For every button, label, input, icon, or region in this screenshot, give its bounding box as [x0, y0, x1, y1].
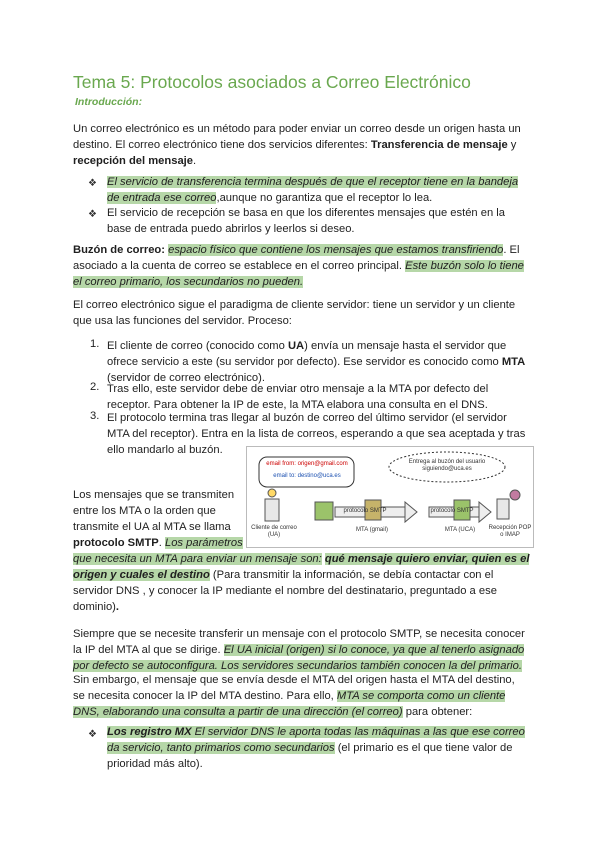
step-number: 2.: [90, 381, 100, 393]
buzon-highlight-2: Este buzón solo lo tiene el correo primario, los secundarios no pueden.: [73, 260, 524, 288]
dest-text: Sin embargo, el mensaje que se envía desde el MTA del origen hasta el MTA del destino, se necesita conocer la IP del MTA destino. Para ello,: [73, 674, 515, 702]
step-bold-ua: UA: [287, 340, 305, 352]
step-text: El protocolo termina tras llegar al buzón de correo del último servidor (el servidor MTA del receptor). Entra en la lista de correos, esperando a que sea aceptada y tras ello mandarlo al buzón.: [107, 412, 526, 456]
smtp-line-4: [73, 535, 248, 551]
intro-text: Un correo electrónico es un método para poder enviar un correo desde un origen hasta un destino. El correo electrónico tiene dos servicios diferentes:: [73, 123, 521, 151]
ua-origin-label: Cliente de correo (UA): [251, 525, 297, 538]
bullet-transfer: [107, 174, 527, 206]
mx-highlight: El servidor DNS le aporta todas las máquinas a las que ese correo da servicio, tanto primarios como secundarios: [107, 726, 525, 754]
mta-uca-label: MTA (UCA): [444, 527, 476, 533]
arrow-2-head: [479, 502, 491, 522]
ip-paragraph: [73, 626, 529, 674]
smtp-line-8: [73, 599, 543, 615]
intro-bold-reception: recepción del mensaje: [73, 155, 194, 167]
smtp-line-2: entre los MTA o la orden que: [73, 505, 216, 517]
mx-bullet: [107, 724, 527, 772]
dest-label: Recepción POP o IMAP: [488, 525, 532, 538]
protocol-label-1: protocolo SMTP: [343, 508, 387, 514]
dest-highlight: MTA se comporta como un cliente DNS, elaborando una consulta a partir de una dirección (el correo): [73, 690, 506, 718]
step-text: ) envía un mensaje hasta el servidor que ofrece servicio a este (su servidor por defecto). Ese servidor es conocido como: [107, 340, 507, 368]
ip-highlight: El UA inicial (origen) si lo conoce, ya que al tenerlo asignado por defecto se autoconfigura. Los servidores secundarios también conocen la del primario.: [73, 644, 525, 672]
buzon-paragraph: [73, 242, 529, 290]
ua-origin-pc-icon: [265, 499, 279, 521]
smtp-text-dot: .: [115, 601, 120, 613]
bullet-text: ,aunque no garantiza que el receptor lo lea.: [216, 192, 433, 204]
dest-text-end: para obtener:: [402, 706, 473, 718]
ip-text: Siempre que se necesite transferir un mensaje con el protocolo SMTP, se necesita conocer la IP del MTA al que se dirige.: [73, 628, 525, 656]
bullet-highlight: El servicio de transferencia termina después de que el receptor tiene en la bandeja de entrada ese correo: [107, 176, 519, 204]
mta-gmail-label: MTA (gmail): [356, 527, 388, 533]
smtp-highlight: Los parámetros: [164, 537, 243, 549]
smtp-line-6: [73, 567, 543, 583]
step-number: 1.: [90, 338, 100, 350]
delivery-label: Entrega al buzón del usuario siguiendo@uca.es: [408, 459, 486, 472]
intro-text-and: y: [507, 139, 517, 151]
step-bold-mta: MTA: [501, 356, 526, 368]
bullet-text: El servicio de recepción se basa en que los diferentes mensajes que estén en la base de entrada puedo abrirlos y leerlos si deseo.: [107, 207, 506, 235]
buzon-text: . El asociado a la cuenta de correo se establece en el correo principal.: [73, 244, 520, 272]
intro-text-end: .: [193, 155, 197, 167]
user-origin-icon: [268, 489, 276, 497]
step-2: [107, 381, 527, 413]
smtp-highlight-bold: origen y cuales el destino: [73, 569, 210, 581]
intro-bold-transfer: Transferencia de mensaje: [370, 139, 508, 151]
smtp-line-1: Los mensajes que se transmiten: [73, 489, 235, 501]
mta-gmail-icon: [315, 502, 333, 520]
smtp-line-3: transmite el UA al MTA se llama: [73, 521, 231, 533]
bullet-icon: ❖: [88, 209, 97, 220]
mx-label: Los registro MX: [107, 726, 192, 738]
smtp-dot: .: [158, 537, 165, 549]
smtp-highlight: que necesita un MTA para enviar un mensaje son:: [73, 553, 322, 565]
step-number: 3.: [90, 410, 100, 422]
mx-text: (el primario es el que tiene valor de prioridad más alto).: [107, 742, 513, 770]
mail-to-label: email to: destino@uca.es: [273, 473, 341, 479]
bullet-reception: [107, 205, 527, 237]
bullet-icon: ❖: [88, 178, 97, 189]
smtp-diagram: [246, 446, 534, 548]
smtp-line-5: [73, 551, 535, 567]
smtp-text: dominio): [73, 601, 116, 613]
intro-paragraph: [73, 121, 529, 169]
step-text: El cliente de correo (conocido como: [107, 340, 288, 352]
dest-pc-icon: [497, 499, 509, 519]
protocol-label-2: protocolo SMTP: [430, 508, 474, 514]
section-subtitle: Introducción:: [75, 96, 143, 108]
smtp-line-7: servidor DNS , y conocer la IP mediante el nombre del destinatario, preguntado a ese: [73, 585, 497, 597]
step-text: (servidor de correo electrónico).: [107, 372, 265, 384]
smtp-highlight-bold: qué mensaje quiero enviar, quien es el: [324, 553, 530, 565]
buzon-label: Buzón de correo:: [73, 244, 165, 256]
bullet-icon: ❖: [88, 729, 97, 740]
paradigm-paragraph: El correo electrónico sigue el paradigma de cliente servidor: tiene un servidor y un cliente que usa las funciones del servidor. Proceso:: [73, 299, 516, 327]
arrow-1-head: [405, 502, 417, 522]
buzon-highlight-1: espacio físico que contiene los mensajes que estamos transfiriendo: [168, 244, 504, 256]
mail-from-label: email from: origen@gmail.com: [266, 461, 348, 467]
user-dest-icon: [510, 490, 520, 500]
step-1: [107, 338, 527, 386]
page-title: Tema 5: Protocolos asociados a Correo Electrónico: [73, 72, 471, 92]
smtp-bold: protocolo SMTP: [73, 537, 159, 549]
step-text: Tras ello, este servidor debe de enviar otro mensaje a la MTA por defecto del receptor. Para obtener la IP de este, la MTA elabora una consulta en el DNS.: [107, 383, 489, 411]
dest-paragraph: [73, 672, 529, 720]
smtp-text: (Para transmitir la información, se debía contactar con el: [209, 569, 494, 581]
